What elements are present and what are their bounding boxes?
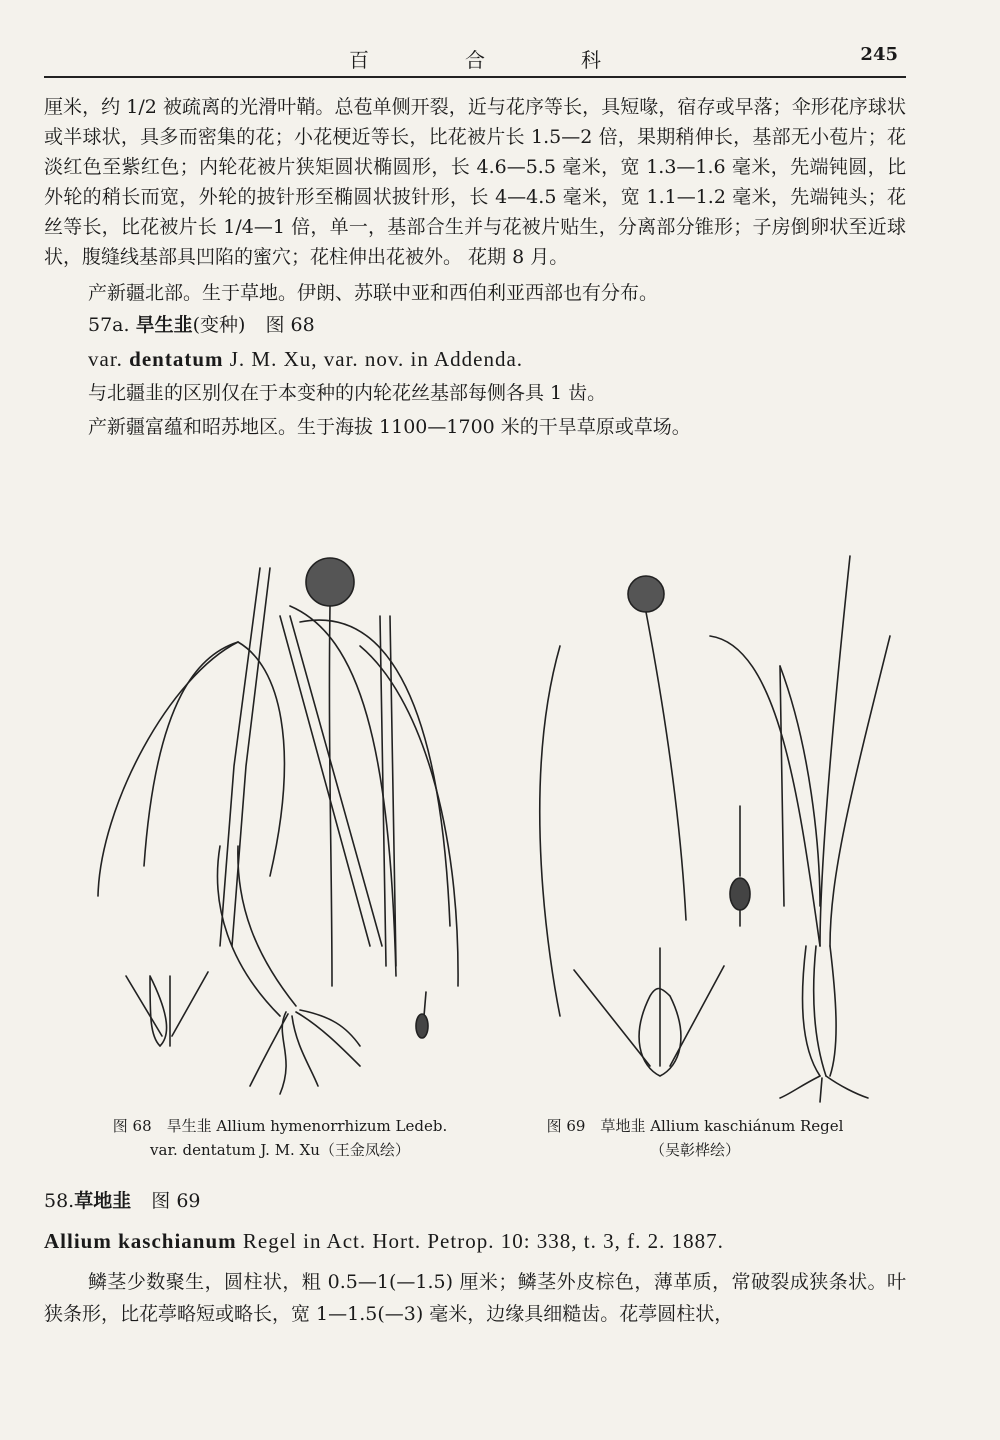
entry-number: 58. xyxy=(44,1190,75,1212)
species-chinese-name: 草地韭 xyxy=(74,1190,132,1212)
body-text-top xyxy=(44,92,906,442)
figure-68-caption-line2: var. dentatum J. M. Xu（王金凤绘） xyxy=(150,1141,410,1159)
figure-68-caption xyxy=(90,1114,470,1162)
family-title xyxy=(44,44,906,73)
figure-reference: 图 69 xyxy=(151,1190,201,1212)
difference-note: 与北疆韭的区别仅在于本变种的内轮花丝基部每侧各具 1 齿。 xyxy=(88,382,607,404)
family-title-char: 合 xyxy=(465,48,485,72)
figure-68-caption-line1: 图 68 旱生韭 Allium hymenorrhizum Ledeb. xyxy=(112,1117,448,1135)
citation: Regel in Act. Hort. Petrop. 10: 338, t. 3, f. 2. 1887. xyxy=(242,1229,724,1253)
latin-prefix: var. xyxy=(88,347,123,371)
botanical-illustration-area xyxy=(60,546,920,1106)
illustration-svg xyxy=(60,546,920,1106)
page-number: 245 xyxy=(860,44,898,65)
rank-label: (变种) xyxy=(192,314,246,336)
figure-69-caption xyxy=(530,1114,860,1162)
latin-authority: J. M. Xu, var. nov. in Addenda. xyxy=(229,347,524,371)
distribution-paragraph: 产新疆北部。生于草地。伊朗、苏联中亚和西伯利亚西部也有分布。 xyxy=(88,282,659,304)
entry-58-heading xyxy=(44,1186,906,1216)
entry-57a-heading xyxy=(44,310,906,340)
fig68-plant-drawing xyxy=(98,558,458,1094)
distribution-57a: 产新疆富蕴和昭苏地区。生于海拔 1100—1700 米的干旱草原或草场。 xyxy=(88,416,691,438)
fig69-plant-drawing xyxy=(540,556,890,1102)
fig69-flower-detail xyxy=(574,806,750,1076)
latin-name-line xyxy=(44,344,906,374)
body-text-bottom xyxy=(44,1186,906,1330)
latin-epithet: dentatum xyxy=(129,347,224,371)
family-title-char: 科 xyxy=(581,48,601,72)
entry-number: 57a. xyxy=(88,314,130,336)
species-description: 鳞茎少数聚生，圆柱状，粗 0.5—1(—1.5) 厘米；鳞茎外皮棕色，薄革质，常破裂成狭条状。叶狭条形，比花葶略短或略长，宽 1—1.5(—3) 毫米，边缘具细糙齿。花葶圆柱状， xyxy=(44,1271,906,1325)
running-header xyxy=(44,38,906,78)
family-title-char: 百 xyxy=(349,48,369,72)
latin-species-name: Allium kaschianum xyxy=(44,1229,237,1253)
species-chinese-name: 旱生韭 xyxy=(135,314,193,336)
figure-69-caption-line2: （吴彰桦绘） xyxy=(649,1141,740,1159)
description-continuation: 厘米，约 1/2 被疏离的光滑叶鞘。总苞单侧开裂，近与花序等长，具短喙，宿存或早落；伞形花序球状或半球状，具多而密集的花；小花梗近等长，比花被片长 1.5—2 倍，果期稍伸长，基部无小苞片；花淡红色至紫红色；内轮花被片狭矩圆状椭圆形，长 4.6—5.5 毫米，宽 1.3—1.6 毫米，先端钝圆，比外轮的稍长而宽，外轮的披针形至椭圆状披针形，长 4—4.5 毫米，宽 1.1—1.2 毫米，先端钝头；花丝等长，比花被片长 1/4—1 倍，单一，基部合生并与花被片贴生，分离部分锥形；子房倒卵状至近球状，腹缝线基部具凹陷的蜜穴；花柱伸出花被外。 花期 8 月。 xyxy=(44,96,906,268)
latin-citation-line xyxy=(44,1224,906,1258)
figure-reference: 图 68 xyxy=(265,314,315,336)
figure-69-caption-line1: 图 69 草地韭 Allium kaschiánum Regel xyxy=(546,1117,844,1135)
